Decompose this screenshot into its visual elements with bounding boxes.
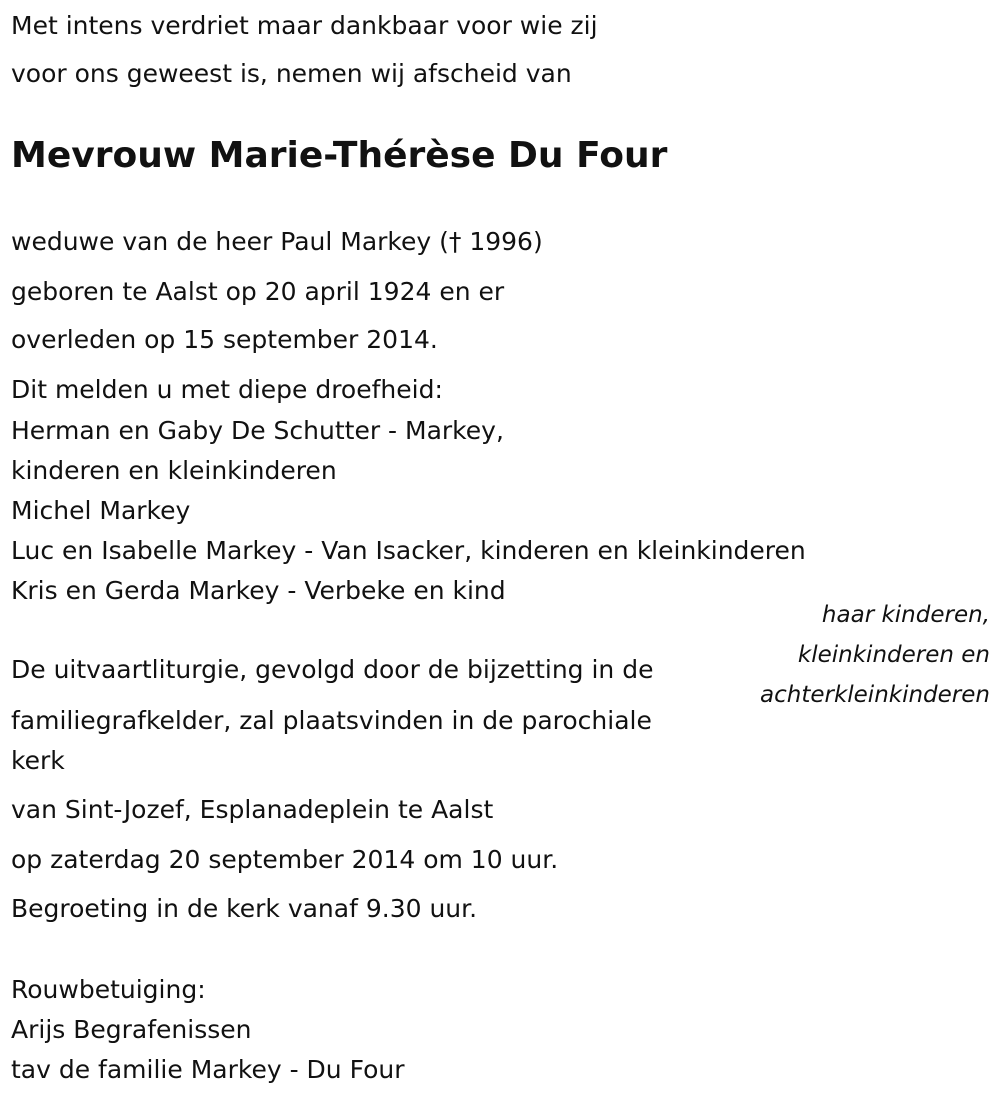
funeral-line-6: Begroeting in de kerk vanaf 9.30 uur. bbox=[11, 894, 478, 923]
deceased-name: Mevrouw Marie-Thérèse Du Four bbox=[11, 135, 668, 176]
family-line-4: Luc en Isabelle Markey - Van Isacker, kinderen en kleinkinderen bbox=[11, 536, 806, 565]
death-line: overleden op 15 september 2014. bbox=[11, 325, 438, 354]
birth-line: geboren te Aalst op 20 april 1924 en er bbox=[11, 277, 505, 306]
side-note-line-2: kleinkinderen en bbox=[797, 642, 990, 668]
funeral-line-5: op zaterdag 20 september 2014 om 10 uur. bbox=[11, 845, 559, 874]
condolences-line-1: Arijs Begrafenissen bbox=[11, 1015, 252, 1044]
intro-line-2: voor ons geweest is, nemen wij afscheid van bbox=[11, 59, 572, 88]
funeral-line-4: van Sint-Jozef, Esplanadeplein te Aalst bbox=[11, 795, 494, 824]
funeral-line-2: familiegrafkelder, zal plaatsvinden in de parochiale bbox=[11, 706, 652, 735]
condolences-line-2: tav de familie Markey - Du Four bbox=[11, 1055, 405, 1084]
widow-line: weduwe van de heer Paul Markey († 1996) bbox=[11, 227, 543, 256]
intro-line-1: Met intens verdriet maar dankbaar voor wie zij bbox=[11, 11, 598, 40]
funeral-line-3: kerk bbox=[11, 746, 65, 775]
family-line-1: Herman en Gaby De Schutter - Markey, bbox=[11, 416, 504, 445]
side-note-line-1: haar kinderen, bbox=[821, 602, 990, 628]
condolences-heading: Rouwbetuiging: bbox=[11, 975, 206, 1004]
family-line-5: Kris en Gerda Markey - Verbeke en kind bbox=[11, 576, 506, 605]
family-line-3: Michel Markey bbox=[11, 496, 191, 525]
announcement-intro: Dit melden u met diepe droefheid: bbox=[11, 375, 443, 404]
family-line-2: kinderen en kleinkinderen bbox=[11, 456, 337, 485]
side-note-line-3: achterkleinkinderen bbox=[760, 682, 990, 708]
funeral-line-1: De uitvaartliturgie, gevolgd door de bijzetting in de bbox=[11, 655, 654, 684]
